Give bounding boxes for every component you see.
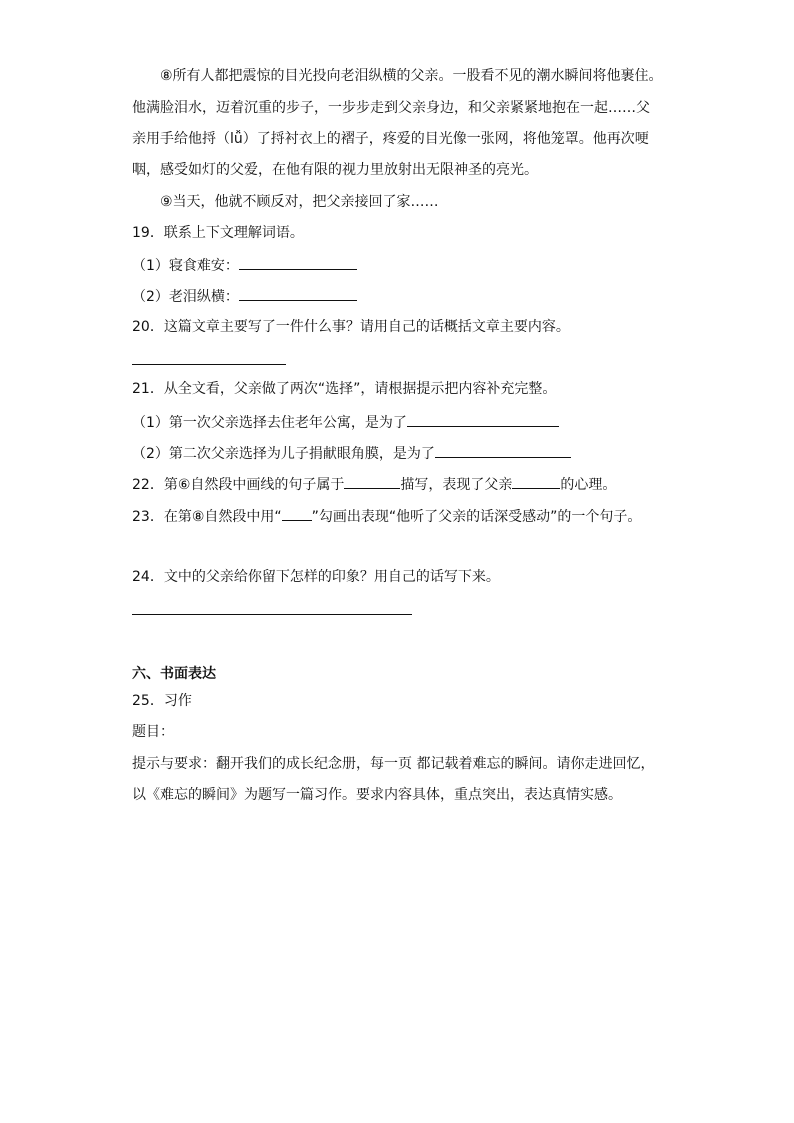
question-25: 25．习作 (132, 693, 192, 709)
question-19-1 (132, 254, 357, 276)
question-22 (132, 473, 616, 495)
question-21-2-label: （2）第二次父亲选择为儿子捐献眼角膜，是为了 (132, 446, 435, 462)
passage-p8-line4: 咽，感受如灯的父爱，在他有限的视力里放射出无限神圣的亮光。 (132, 162, 538, 178)
answer-line-24[interactable] (132, 614, 412, 615)
answer-blank-21-1[interactable] (407, 411, 559, 427)
answer-line-20[interactable] (132, 364, 286, 365)
passage-p9-line1: ⑨当天，他就不顾反对，把父亲接回了家…… (160, 194, 439, 210)
answer-blank-22-2[interactable] (512, 473, 560, 489)
answer-blank-22-1[interactable] (344, 473, 400, 489)
essay-topic-label: 题目： (132, 724, 174, 740)
question-19: 19．联系上下文理解词语。 (132, 225, 304, 241)
question-22-part-c: 的心理。 (560, 477, 617, 493)
answer-blank-19-2[interactable] (239, 285, 357, 301)
question-23 (132, 505, 641, 527)
passage-p8-line1: ⑧所有人都把震惊的目光投向老泪纵横的父亲。一股看不见的潮水瞬间将他裹住。 (160, 68, 663, 84)
answer-blank-19-1[interactable] (239, 254, 357, 270)
passage-p8-line3: 亲用手给他捋（lǚ）了捋衬衣上的褶子，疼爱的目光像一张网，将他笼罩。他再次哽 (132, 131, 649, 147)
question-23-part-a: 23．在第⑧自然段中用“ (132, 509, 282, 525)
question-22-part-a: 22．第⑥自然段中画线的句子属于 (132, 477, 345, 493)
question-24: 24．文中的父亲给你留下怎样的印象？用自己的话写下来。 (132, 569, 500, 585)
question-21-1 (132, 411, 559, 433)
essay-requirements-line2: 以《难忘的瞬间》为题写一篇习作。要求内容具体，重点突出，表达真情实感。 (132, 787, 622, 803)
question-23-part-b: ”勾画出表现“他听了父亲的话深受感动”的一个句子。 (311, 509, 642, 525)
question-19-2-label: （2）老泪纵横： (132, 289, 239, 305)
essay-requirements-line1: 提示与要求：翻开我们的成长纪念册，每一页 都记载着难忘的瞬间。请你走进回忆， (132, 756, 655, 772)
question-19-1-label: （1）寝食难安： (132, 258, 239, 274)
passage-p8-line2: 他满脸泪水，迈着沉重的步子，一步步走到父亲身边，和父亲紧紧地抱在一起……父 (132, 100, 650, 116)
answer-blank-21-2[interactable] (435, 442, 571, 458)
question-21-1-label: （1）第一次父亲选择去住老年公寓，是为了 (132, 415, 407, 431)
underline-sample-23 (282, 505, 312, 521)
question-22-part-b: 描写，表现了父亲 (400, 477, 513, 493)
question-21: 21．从全文看，父亲做了两次“选择”，请根据提示把内容补充完整。 (132, 381, 557, 397)
question-19-2 (132, 285, 357, 307)
section-6-heading: 六、书面表达 (132, 666, 216, 682)
question-20: 20．这篇文章主要写了一件什么事？请用自己的话概括文章主要内容。 (132, 319, 570, 335)
question-21-2 (132, 442, 571, 464)
